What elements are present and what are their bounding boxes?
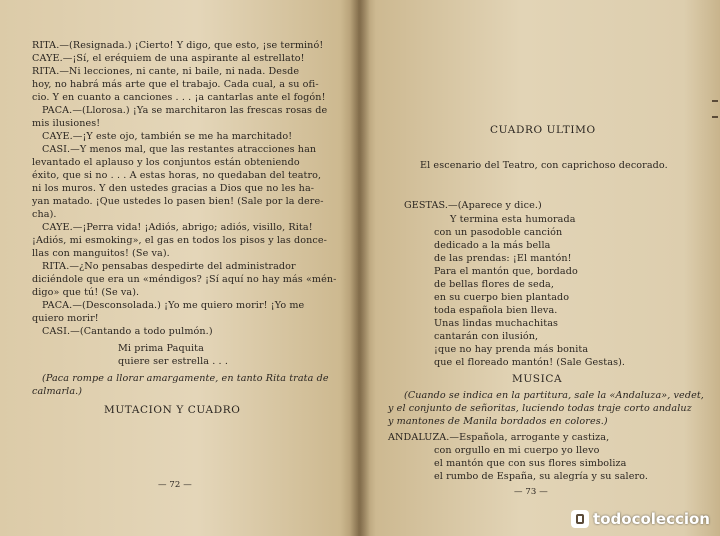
page-number: — 73 — bbox=[514, 487, 548, 497]
text-line: PACA.—(Desconsolada.) ¡Yo me quiero morir! ¡Yo me bbox=[42, 300, 305, 311]
text-line: GESTAS.—(Aparece y dice.) bbox=[404, 200, 542, 211]
verse-line: quiere ser estrella . . . bbox=[118, 356, 228, 367]
stage-direction: (Cuando se indica en la partitura, sale la «Andaluza», vedet, bbox=[404, 390, 704, 401]
text-line: RITA.—¿No pensabas despedirte del administrador bbox=[42, 261, 296, 272]
text-line: yan matado. ¡Que ustedes lo pasen bien! (Sale por la dere- bbox=[32, 196, 324, 207]
text-line: diciéndole que era un «méndigos? ¡Sí aquí no hay más «mén- bbox=[32, 274, 337, 285]
text-line: ANDALUZA.—Española, arrogante y castiza, bbox=[388, 432, 610, 443]
verse-line: dedicado a la más bella bbox=[434, 240, 551, 251]
verse-line: el rumbo de España, su alegría y su salero. bbox=[434, 471, 649, 482]
right-page bbox=[358, 0, 720, 536]
text-line: hoy, no habrá más arte que el trabajo. Cada cual, a su ofi- bbox=[32, 79, 319, 90]
text-line: CASI.—Y menos mal, que las restantes atracciones han bbox=[42, 144, 317, 155]
verse-line: Mi prima Paquita bbox=[118, 343, 204, 354]
stage-direction: (Paca rompe a llorar amargamente, en tanto Rita trata de bbox=[42, 373, 329, 384]
page-number: — 72 — bbox=[158, 480, 192, 490]
text-line: levantado el aplauso y los conjuntos están obteniendo bbox=[32, 157, 300, 168]
stage-direction: calmarla.) bbox=[32, 386, 83, 397]
text-line: cha). bbox=[32, 209, 57, 220]
verse-line: que el floreado mantón! (Sale Gestas). bbox=[434, 357, 626, 368]
text-line: ni los muros. Y den ustedes gracias a Dios que no les ha- bbox=[32, 183, 315, 194]
verse-line: toda española bien lleva. bbox=[434, 305, 558, 316]
text-line: cio. Y en cuanto a canciones . . . ¡a cantarlas ante el fogón! bbox=[32, 92, 326, 103]
text-line: CAYE.—¡Sí, el eréquiem de una aspirante al estrellato! bbox=[32, 53, 305, 64]
section-heading: MUTACION Y CUADRO bbox=[104, 404, 241, 416]
left-page bbox=[0, 0, 358, 536]
verse-line: ¡que no hay prenda más bonita bbox=[434, 344, 589, 355]
text-line: digo» que tú! (Se va). bbox=[32, 287, 140, 298]
verse-line: con orgullo en mi cuerpo yo llevo bbox=[434, 445, 600, 456]
text-line: llas con manguitos! (Se va). bbox=[32, 248, 170, 259]
text-line: RITA.—Ni lecciones, ni cante, ni baile, ni nada. Desde bbox=[32, 66, 300, 77]
section-heading: CUADRO ULTIMO bbox=[490, 124, 596, 136]
text-line: mis ilusiones! bbox=[32, 118, 101, 129]
verse-line: Para el mantón que, bordado bbox=[434, 266, 578, 277]
verse-line: con un pasodoble canción bbox=[434, 227, 563, 238]
text-line: quiero morir! bbox=[32, 313, 99, 324]
text-line: éxito, que si no . . . A estas horas, no quedaban del teatro, bbox=[32, 170, 322, 181]
watermark-text: todocoleccion bbox=[593, 510, 710, 528]
verse-line: el mantón que con sus flores simboliza bbox=[434, 458, 627, 469]
verse-line: de bellas flores de seda, bbox=[434, 279, 555, 290]
verse-line: cantarán con ilusión, bbox=[434, 331, 539, 342]
text-line: ¡Adiós, mi esmoking», el gas en todos los pisos y las donce- bbox=[32, 235, 328, 246]
text-line: CAYE.—¡Y este ojo, también se me ha marchitado! bbox=[42, 131, 293, 142]
verse-line: Unas lindas muchachitas bbox=[434, 318, 559, 329]
page-edge-mark bbox=[712, 116, 718, 118]
text-line: PACA.—(Llorosa.) ¡Ya se marchitaron las frescas rosas de bbox=[42, 105, 328, 116]
text-line: CASI.—(Cantando a todo pulmón.) bbox=[42, 326, 213, 337]
stage-direction: y mantones de Manila bordados en colores.) bbox=[388, 416, 608, 427]
verse-line: de las prendas: ¡El mantón! bbox=[434, 253, 572, 264]
verse-line: Y termina esta humorada bbox=[450, 214, 576, 225]
text-line: RITA.—(Resignada.) ¡Cierto! Y digo, que esto, ¡se terminó! bbox=[32, 40, 324, 51]
verse-line: en su cuerpo bien plantado bbox=[434, 292, 570, 303]
watermark bbox=[571, 510, 710, 528]
text-line: CAYE.—¡Perra vida! ¡Adiós, abrigo; adiós, visillo, Rita! bbox=[42, 222, 313, 233]
page-edge-mark bbox=[712, 100, 718, 102]
scene-description: El escenario del Teatro, con caprichoso decorado. bbox=[420, 160, 668, 171]
watermark-logo-icon bbox=[571, 510, 589, 528]
section-heading: MUSICA bbox=[512, 373, 563, 385]
stage-direction: y el conjunto de señoritas, luciendo todas traje corto andaluz bbox=[388, 403, 692, 414]
